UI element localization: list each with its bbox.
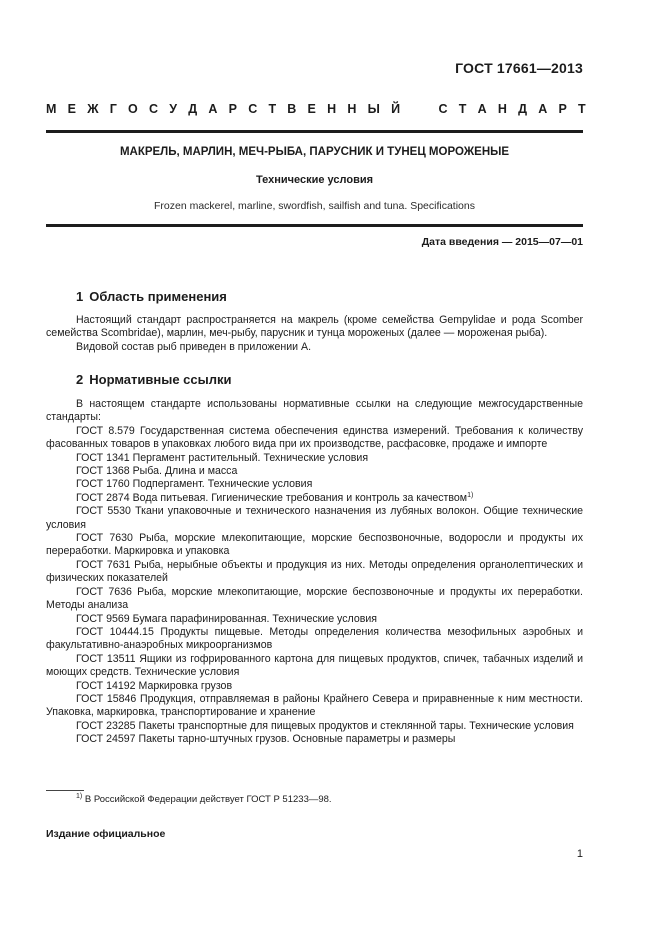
footnote xyxy=(76,794,332,805)
standard-kind-letter: Н xyxy=(497,102,507,116)
section-1-paragraph: Настоящий стандарт распространяется на макрель (кроме семейства Gempylidae и рода Scomber семейства Scombridae), марлин, меч-рыбу, парусник и тунца мороженых (далее — мороженая рыба). xyxy=(46,314,583,340)
section-2-body xyxy=(46,398,583,747)
standard-kind-letter: Г xyxy=(109,102,117,116)
standard-kind-letter: С xyxy=(438,102,448,116)
standard-kind-letter: А xyxy=(538,102,548,116)
reference-item: ГОСТ 1760 Подпергамент. Технические условия xyxy=(76,478,313,491)
section-1-heading xyxy=(76,289,227,304)
section-1-title: Область применения xyxy=(89,289,227,304)
standard-kind-letter: Т xyxy=(268,102,277,116)
header-rule-top xyxy=(46,130,583,133)
introduction-date: Дата введения — 2015—07—01 xyxy=(421,236,583,248)
standard-kind-letter: Ж xyxy=(87,102,99,116)
standard-kind-letter: Т xyxy=(458,102,467,116)
standard-kind-letter: Д xyxy=(518,102,528,116)
standard-kind-letter: Р xyxy=(228,102,237,116)
header-rule-bottom xyxy=(46,224,583,227)
reference-item: ГОСТ 8.579 Государственная система обеспечения единства измерений. Требования к количеству фасованных товаров в упаковках любого вида при их производстве, расфасовке, продаже и импорте xyxy=(46,424,583,451)
standard-kind-letter: Н xyxy=(327,102,337,116)
english-title: Frozen mackerel, marline, swordfish, sailfish and tuna. Specifications xyxy=(154,200,475,212)
section-1-number: 1 xyxy=(76,289,84,304)
reference-item: ГОСТ 15846 Продукция, отправляемая в районы Крайнего Севера и приравненные к ним местности. Упаковка, маркировка, транспортирование и хранение xyxy=(46,692,583,719)
standard-kind-letter: Й xyxy=(391,102,401,116)
standard-kind-letter: О xyxy=(128,102,138,116)
standard-number: ГОСТ 17661—2013 xyxy=(455,60,583,76)
section-2-heading xyxy=(76,372,231,387)
reference-item: ГОСТ 7636 Рыба, морские млекопитающие, морские беспозвоночные и продукты их переработки. Методы анализа xyxy=(46,585,583,612)
standard-kind-letter: Ы xyxy=(367,102,380,116)
section-2-intro: В настоящем стандарте использованы нормативные ссылки на следующие межгосударственные стандарты: xyxy=(46,398,583,424)
document-subtitle: Технические условия xyxy=(255,174,374,186)
reference-item: ГОСТ 23285 Пакеты транспортные для пищевых продуктов и стеклянной тары. Технические условия xyxy=(76,719,574,732)
standard-kind-letter: Н xyxy=(347,102,357,116)
standard-kind-letter: Е xyxy=(67,102,76,116)
document-title: МАКРЕЛЬ, МАРЛИН, МЕЧ-РЫБА, ПАРУСНИК И ТУНЕЦ МОРОЖЕНЫЕ xyxy=(119,146,510,158)
standard-kind-letter: Е xyxy=(307,102,316,116)
reference-item: ГОСТ 5530 Ткани упаковочные и технического назначения из лубяных волокон. Общие технические условия xyxy=(46,505,583,531)
footnote-separator xyxy=(46,790,84,791)
reference-item: ГОСТ 24597 Пакеты тарно-штучных грузов. Основные параметры и размеры xyxy=(76,733,456,746)
standard-kind-letter: С xyxy=(149,102,159,116)
standard-kind-letter: У xyxy=(169,102,178,116)
page-number: 1 xyxy=(576,848,583,860)
standard-kind-letter: В xyxy=(287,102,297,116)
edition-label: Издание официальное xyxy=(46,828,166,840)
standard-kind-letter: Т xyxy=(578,102,586,116)
standard-kind xyxy=(46,102,586,116)
standard-kind-letter: М xyxy=(46,102,57,116)
standard-kind-letter: А xyxy=(477,102,487,116)
reference-item: ГОСТ 10444.15 Продукты пищевые. Методы определения количества мезофильных аэробных и факультативно-анаэробных микроорганизмов xyxy=(46,625,583,652)
footnote-text: В Российской Федерации действует ГОСТ Р 51233—98. xyxy=(84,794,332,805)
standard-kind-gap xyxy=(411,102,427,116)
reference-item: ГОСТ 14192 Маркировка грузов xyxy=(76,679,233,692)
section-1-body xyxy=(46,314,583,354)
section-2-number: 2 xyxy=(76,372,84,387)
reference-item: ГОСТ 7630 Рыба, морские млекопитающие, морские беспозвоночные, водоросли и продукты их переработки. Маркировка и упаковка xyxy=(46,532,583,558)
footnote-reference: 1) xyxy=(467,491,474,499)
standard-kind-letter: С xyxy=(248,102,258,116)
section-1-paragraph: Видовой состав рыб приведен в приложении А. xyxy=(76,340,312,353)
reference-text: ГОСТ 2874 Вода питьевая. Гигиенические требования и контроль за качеством xyxy=(76,491,468,504)
reference-item: ГОСТ 1368 Рыба. Длина и масса xyxy=(76,465,238,478)
footnote-mark: 1) xyxy=(76,793,83,800)
standard-kind-letter: Д xyxy=(188,102,198,116)
reference-item xyxy=(46,492,583,505)
reference-item: ГОСТ 9569 Бумага парафинированная. Технические условия xyxy=(76,612,377,625)
reference-item: ГОСТ 1341 Пергамент растительный. Технические условия xyxy=(76,451,369,464)
standard-kind-letter: Р xyxy=(558,102,567,116)
section-2-title: Нормативные ссылки xyxy=(89,372,232,387)
standard-kind-letter: А xyxy=(208,102,218,116)
reference-item: ГОСТ 7631 Рыба, нерыбные объекты и продукция из них. Методы определения органолептических и физических показателей xyxy=(46,558,583,585)
reference-item: ГОСТ 13511 Ящики из гофрированного картона для пищевых продуктов, спичек, табачных изделий и моющих средств. Технические условия xyxy=(46,652,583,679)
